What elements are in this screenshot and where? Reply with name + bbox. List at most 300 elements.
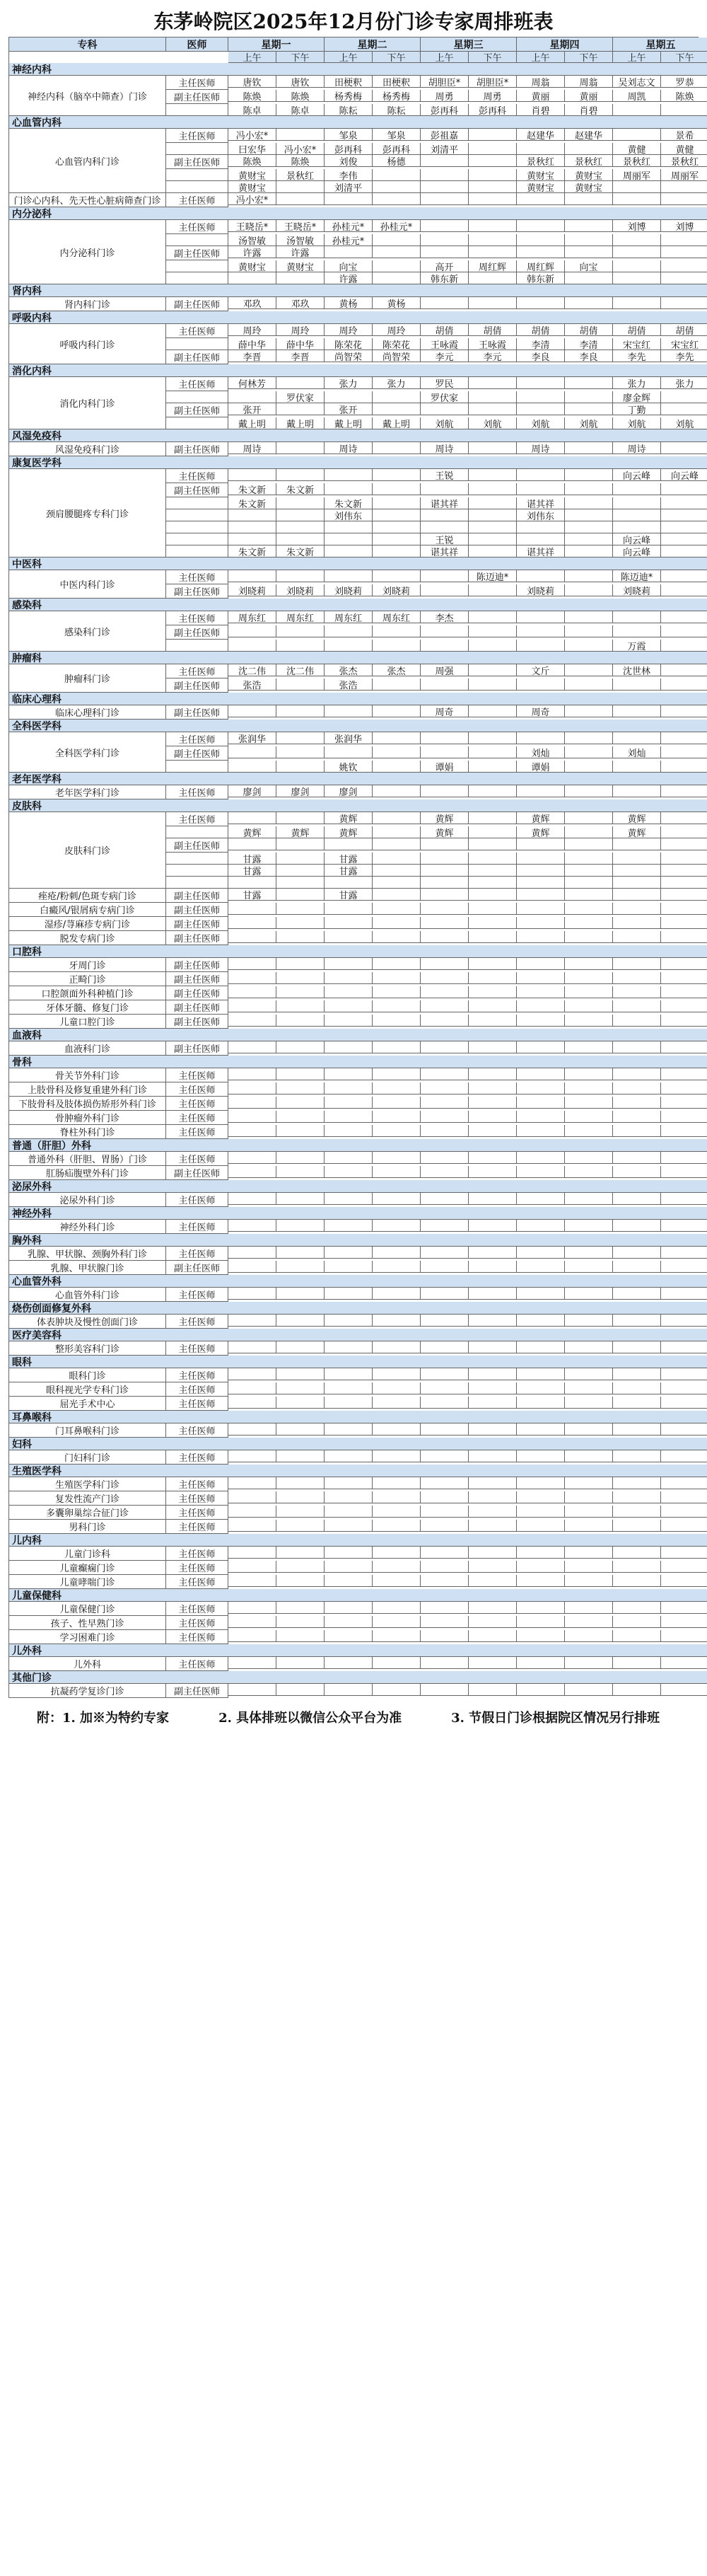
doctor-cell	[373, 812, 421, 824]
rank-cell: 副主任医师	[166, 972, 228, 986]
doctor-cell: 廖剑	[276, 785, 325, 797]
doctor-cell	[373, 1547, 421, 1559]
doctor-cell	[613, 129, 661, 141]
doctor-cell	[613, 297, 661, 309]
dept-header: 神经内科	[9, 63, 707, 76]
doctor-cell	[325, 1166, 373, 1178]
header-pm: 下午	[469, 52, 517, 63]
dept-header: 其他门诊	[9, 1671, 707, 1684]
doctor-cell	[565, 1152, 613, 1164]
clinic-name: 乳腺、甲状腺门诊	[9, 1261, 166, 1275]
doctor-cell: 黄健	[613, 143, 661, 155]
dept-header: 心血管内科	[9, 116, 707, 129]
doctor-cell	[517, 1125, 565, 1137]
doctor-cell: 韩东新	[517, 272, 565, 284]
doctor-cell: 黄财宝	[228, 169, 276, 181]
clinic-name: 孩子、性早熟门诊	[9, 1616, 166, 1630]
doctor-cell	[565, 521, 613, 533]
doctor-cell	[517, 640, 565, 652]
doctor-cell	[325, 1397, 373, 1409]
doctor-cell	[469, 611, 517, 623]
doctor-cell: 周玲	[373, 324, 421, 336]
dept-header: 内分泌科	[9, 207, 707, 220]
doctor-cell	[469, 1423, 517, 1436]
doctor-cell	[661, 1152, 707, 1164]
doctor-cell	[276, 1561, 325, 1573]
rank-cell	[166, 533, 228, 545]
doctor-cell: 彭再科	[421, 104, 469, 116]
doctor-cell	[276, 732, 325, 744]
doctor-cell	[325, 483, 373, 495]
doctor-cell	[325, 1082, 373, 1094]
doctor-cell	[421, 931, 469, 943]
doctor-cell	[661, 761, 707, 773]
doctor-cell	[613, 986, 661, 998]
rank-cell: 副主任医师	[166, 1000, 228, 1015]
doctor-cell	[565, 509, 613, 521]
doctor-cell	[565, 1423, 613, 1436]
doctor-cell	[373, 678, 421, 691]
clinic-name: 上肢骨科及修复重建外科门诊	[9, 1082, 166, 1097]
rank-cell: 主任医师	[166, 129, 228, 143]
doctor-cell	[613, 234, 661, 246]
doctor-cell	[325, 1015, 373, 1027]
doctor-cell: 邓玖	[276, 297, 325, 309]
doctor-cell	[276, 469, 325, 481]
doctor-cell	[469, 1041, 517, 1053]
doctor-cell	[276, 625, 325, 637]
doctor-cell: 罗伏家	[421, 391, 469, 403]
doctor-cell	[565, 761, 613, 773]
rank-cell: 副主任医师	[166, 705, 228, 720]
clinic-name: 骨肿瘤外科门诊	[9, 1111, 166, 1125]
rank-cell	[166, 272, 228, 284]
doctor-cell	[661, 570, 707, 582]
doctor-cell	[228, 877, 276, 889]
clinic-name: 复发性流产门诊	[9, 1491, 166, 1506]
rank-cell	[166, 104, 228, 116]
doctor-cell	[661, 611, 707, 623]
doctor-cell	[228, 812, 276, 824]
dept-header: 心血管外科	[9, 1275, 707, 1288]
doctor-cell	[613, 1247, 661, 1259]
doctor-cell: 李元	[421, 350, 469, 362]
doctor-cell	[661, 1561, 707, 1573]
doctor-cell	[421, 1193, 469, 1205]
doctor-cell	[661, 1111, 707, 1123]
doctor-cell: 胡倩	[613, 324, 661, 336]
clinic-name: 儿童癫痫门诊	[9, 1561, 166, 1575]
doctor-cell	[661, 1041, 707, 1053]
doctor-cell	[565, 664, 613, 676]
doctor-cell	[469, 865, 517, 877]
doctor-cell	[517, 483, 565, 495]
clinic-name: 骨关节外科门诊	[9, 1068, 166, 1082]
clinic-name: 肿瘤科门诊	[9, 664, 166, 693]
doctor-cell	[661, 545, 707, 558]
doctor-cell	[565, 1193, 613, 1205]
doctor-cell	[421, 483, 469, 495]
doctor-cell	[228, 1423, 276, 1436]
doctor-cell: 许露	[228, 246, 276, 258]
doctor-cell: 陈迈迪*	[613, 570, 661, 582]
doctor-cell	[373, 1247, 421, 1259]
doctor-cell	[421, 509, 469, 521]
rank-cell: 副主任医师	[166, 584, 228, 599]
doctor-cell	[373, 877, 421, 889]
doctor-cell	[373, 1193, 421, 1205]
doctor-cell	[373, 1288, 421, 1300]
doctor-cell	[613, 104, 661, 116]
doctor-cell	[565, 1000, 613, 1012]
doctor-cell: 周东红	[276, 611, 325, 623]
doctor-cell: 向宝	[565, 260, 613, 272]
doctor-cell: 刘伟东	[325, 509, 373, 521]
doctor-cell	[325, 1068, 373, 1080]
rank-cell: 副主任医师	[166, 889, 228, 903]
clinic-name: 感染科门诊	[9, 611, 166, 652]
doctor-cell	[228, 1684, 276, 1696]
doctor-cell	[613, 838, 661, 850]
doctor-cell	[421, 1368, 469, 1380]
doctor-cell: 赵建华	[565, 129, 613, 141]
clinic-name: 眼科门诊	[9, 1368, 166, 1382]
doctor-cell	[517, 1111, 565, 1123]
doctor-cell	[565, 570, 613, 582]
doctor-cell	[613, 521, 661, 533]
doctor-cell	[276, 1684, 325, 1696]
rank-cell: 主任医师	[166, 76, 228, 90]
doctor-cell	[325, 625, 373, 637]
doctor-cell: 张杰	[373, 664, 421, 676]
doctor-cell	[373, 1097, 421, 1109]
rank-cell: 副主任医师	[166, 917, 228, 931]
doctor-cell	[373, 732, 421, 744]
doctor-cell	[276, 1041, 325, 1053]
doctor-cell	[373, 193, 421, 205]
doctor-cell	[469, 640, 517, 652]
doctor-cell	[661, 1684, 707, 1696]
doctor-cell	[276, 1575, 325, 1587]
doctor-cell	[517, 1561, 565, 1573]
schedule-table	[8, 37, 699, 1698]
doctor-cell	[565, 877, 613, 889]
doctor-cell: 刘伟东	[517, 509, 565, 521]
rank-cell	[166, 181, 228, 193]
clinic-name: 湿疹/荨麻疹专病门诊	[9, 917, 166, 931]
clinic-name: 门妇科门诊	[9, 1450, 166, 1465]
doctor-cell	[613, 889, 661, 901]
doctor-cell	[469, 826, 517, 838]
doctor-cell	[228, 1506, 276, 1518]
doctor-cell	[373, 853, 421, 865]
doctor-cell	[421, 958, 469, 970]
doctor-cell	[373, 1423, 421, 1436]
doctor-cell	[565, 483, 613, 495]
doctor-cell: 刘航	[613, 417, 661, 429]
doctor-cell	[613, 1111, 661, 1123]
doctor-cell	[276, 1491, 325, 1503]
doctor-cell	[228, 1616, 276, 1628]
doctor-cell	[613, 1341, 661, 1353]
doctor-cell: 景秋红	[276, 169, 325, 181]
doctor-cell	[661, 1616, 707, 1628]
doctor-cell	[325, 640, 373, 652]
rank-cell	[166, 509, 228, 521]
clinic-name: 泌尿外科门诊	[9, 1193, 166, 1207]
dept-header: 医疗美容科	[9, 1329, 707, 1341]
rank-cell: 副主任医师	[166, 746, 228, 761]
clinic-name: 学习困难门诊	[9, 1630, 166, 1644]
doctor-cell	[661, 1520, 707, 1532]
doctor-cell	[517, 785, 565, 797]
doctor-cell	[325, 391, 373, 403]
doctor-cell	[373, 1068, 421, 1080]
doctor-cell	[517, 903, 565, 915]
doctor-cell: 邓玖	[228, 297, 276, 309]
doctor-cell: 周玲	[228, 324, 276, 336]
doctor-cell	[661, 521, 707, 533]
doctor-cell	[613, 1015, 661, 1027]
rank-cell: 主任医师	[166, 1561, 228, 1575]
doctor-cell	[421, 877, 469, 889]
doctor-cell	[276, 972, 325, 984]
doctor-cell	[613, 1125, 661, 1137]
doctor-cell	[469, 234, 517, 246]
doctor-cell	[325, 1684, 373, 1696]
doctor-cell	[228, 1152, 276, 1164]
doctor-cell	[661, 826, 707, 838]
doctor-cell	[565, 545, 613, 558]
doctor-cell	[276, 509, 325, 521]
doctor-cell	[421, 1068, 469, 1080]
doctor-cell	[565, 826, 613, 838]
doctor-cell: 刘博	[661, 220, 707, 232]
rank-cell: 主任医师	[166, 570, 228, 584]
rank-cell: 副主任医师	[166, 297, 228, 311]
doctor-cell: 尚智荣	[325, 350, 373, 362]
doctor-cell	[228, 838, 276, 850]
rank-cell: 主任医师	[166, 664, 228, 678]
dept-header: 肾内科	[9, 284, 707, 297]
doctor-cell	[565, 391, 613, 403]
doctor-cell	[325, 972, 373, 984]
doctor-cell	[517, 1166, 565, 1178]
rank-cell: 主任医师	[166, 1547, 228, 1561]
doctor-cell	[661, 246, 707, 258]
doctor-cell	[469, 1125, 517, 1137]
doctor-cell	[373, 1520, 421, 1532]
doctor-cell	[661, 533, 707, 545]
doctor-cell	[613, 1382, 661, 1394]
doctor-cell: 邹泉	[373, 129, 421, 141]
doctor-cell: 李先	[613, 350, 661, 362]
doctor-cell: 沈世林	[613, 664, 661, 676]
doctor-cell: 王锐	[421, 533, 469, 545]
doctor-cell	[469, 193, 517, 205]
doctor-cell	[421, 220, 469, 232]
doctor-cell	[517, 1477, 565, 1489]
doctor-cell	[373, 972, 421, 984]
doctor-cell	[613, 1506, 661, 1518]
doctor-cell	[325, 1616, 373, 1628]
doctor-cell	[469, 931, 517, 943]
doctor-cell: 许露	[276, 246, 325, 258]
rank-cell: 主任医师	[166, 193, 228, 207]
doctor-cell	[661, 584, 707, 596]
doctor-cell	[373, 1616, 421, 1628]
doctor-cell: 黄辉	[517, 812, 565, 824]
doctor-cell: 朱文新	[228, 497, 276, 509]
doctor-cell	[469, 1602, 517, 1614]
doctor-cell	[565, 234, 613, 246]
doctor-cell	[469, 129, 517, 141]
doctor-cell	[469, 746, 517, 758]
doctor-cell: 周红辉	[469, 260, 517, 272]
doctor-cell	[276, 917, 325, 929]
doctor-cell	[421, 1125, 469, 1137]
doctor-cell	[469, 1315, 517, 1327]
doctor-cell	[469, 1616, 517, 1628]
doctor-cell: 周丽军	[661, 169, 707, 181]
doctor-cell	[228, 1630, 276, 1642]
doctor-cell: 甘露	[228, 853, 276, 865]
doctor-cell	[421, 889, 469, 901]
doctor-cell	[228, 972, 276, 984]
doctor-cell	[517, 877, 565, 889]
doctor-cell	[228, 1097, 276, 1109]
doctor-cell	[517, 1684, 565, 1696]
doctor-cell	[325, 1561, 373, 1573]
rank-cell	[166, 640, 228, 652]
doctor-cell: 黄辉	[613, 826, 661, 838]
doctor-cell: 李杰	[421, 611, 469, 623]
rank-cell: 主任医师	[166, 1111, 228, 1125]
doctor-cell	[517, 533, 565, 545]
dept-header: 儿外科	[9, 1644, 707, 1657]
doctor-cell	[421, 678, 469, 691]
doctor-cell	[469, 483, 517, 495]
dept-header: 普通（肝胆）外科	[9, 1139, 707, 1152]
doctor-cell	[325, 1602, 373, 1614]
doctor-cell	[469, 761, 517, 773]
doctor-cell	[613, 497, 661, 509]
doctor-cell	[613, 1261, 661, 1273]
doctor-cell: 陈卓	[228, 104, 276, 116]
doctor-cell: 甘露	[325, 889, 373, 901]
dept-header: 风湿免疫科	[9, 429, 707, 442]
rank-cell: 主任医师	[166, 1491, 228, 1506]
clinic-name: 普通外科（肝胆、胃肠）门诊	[9, 1152, 166, 1166]
rank-cell	[166, 260, 228, 272]
doctor-cell: 宋宝红	[613, 338, 661, 350]
doctor-cell	[276, 377, 325, 389]
doctor-cell	[228, 1575, 276, 1587]
rank-cell	[166, 234, 228, 246]
doctor-cell: 刘晓莉	[613, 584, 661, 596]
doctor-cell	[276, 1152, 325, 1164]
doctor-cell	[276, 1341, 325, 1353]
doctor-cell	[661, 1547, 707, 1559]
doctor-cell	[228, 746, 276, 758]
doctor-cell	[325, 193, 373, 205]
doctor-cell	[421, 1015, 469, 1027]
doctor-cell: 薛中华	[228, 338, 276, 350]
clinic-name: 脊柱外科门诊	[9, 1125, 166, 1139]
doctor-cell: 黄财宝	[565, 169, 613, 181]
rank-cell: 主任医师	[166, 1423, 228, 1438]
doctor-cell	[661, 1193, 707, 1205]
doctor-cell: 彭再科	[325, 143, 373, 155]
doctor-cell	[661, 1082, 707, 1094]
doctor-cell	[661, 1068, 707, 1080]
doctor-cell	[613, 193, 661, 205]
doctor-cell	[469, 625, 517, 637]
doctor-cell: 向宝	[325, 260, 373, 272]
doctor-cell	[565, 865, 613, 877]
rank-cell: 主任医师	[166, 1247, 228, 1261]
doctor-cell	[469, 1382, 517, 1394]
doctor-cell: 朱文新	[276, 545, 325, 558]
doctor-cell: 黄健	[661, 143, 707, 155]
doctor-cell	[613, 917, 661, 929]
doctor-cell	[613, 678, 661, 691]
doctor-cell	[661, 664, 707, 676]
doctor-cell	[661, 877, 707, 889]
doctor-cell: 刘灿	[613, 746, 661, 758]
doctor-cell	[661, 1341, 707, 1353]
doctor-cell	[421, 1397, 469, 1409]
dept-header: 儿童保健科	[9, 1589, 707, 1602]
doctor-cell	[517, 1082, 565, 1094]
doctor-cell	[661, 1397, 707, 1409]
doctor-cell	[276, 570, 325, 582]
doctor-cell	[276, 1247, 325, 1259]
header-am: 上午	[421, 52, 469, 63]
doctor-cell: 甘露	[228, 865, 276, 877]
doctor-cell	[661, 640, 707, 652]
doctor-cell	[373, 838, 421, 850]
doctor-cell	[325, 1520, 373, 1532]
doctor-cell	[228, 1657, 276, 1669]
doctor-cell: 刘航	[517, 417, 565, 429]
doctor-cell	[469, 1220, 517, 1232]
doctor-cell: 陈焕	[276, 90, 325, 102]
clinic-name: 抗凝药学复诊门诊	[9, 1684, 166, 1698]
doctor-cell: 刘航	[469, 417, 517, 429]
doctor-cell	[228, 570, 276, 582]
header-pm: 下午	[276, 52, 325, 63]
doctor-cell	[325, 545, 373, 558]
doctor-cell: 尚智荣	[373, 350, 421, 362]
doctor-cell: 姚钦	[325, 761, 373, 773]
doctor-cell	[613, 1630, 661, 1642]
doctor-cell	[325, 877, 373, 889]
doctor-cell	[565, 986, 613, 998]
doctor-cell	[228, 1166, 276, 1178]
doctor-cell	[421, 193, 469, 205]
doctor-cell	[517, 986, 565, 998]
doctor-cell	[421, 1477, 469, 1489]
doctor-cell	[228, 1315, 276, 1327]
doctor-cell	[517, 889, 565, 901]
doctor-cell	[661, 1097, 707, 1109]
rank-cell	[166, 853, 228, 865]
rank-cell: 主任医师	[166, 469, 228, 483]
doctor-cell	[469, 509, 517, 521]
doctor-cell: 李先	[661, 350, 707, 362]
doctor-cell	[517, 1491, 565, 1503]
